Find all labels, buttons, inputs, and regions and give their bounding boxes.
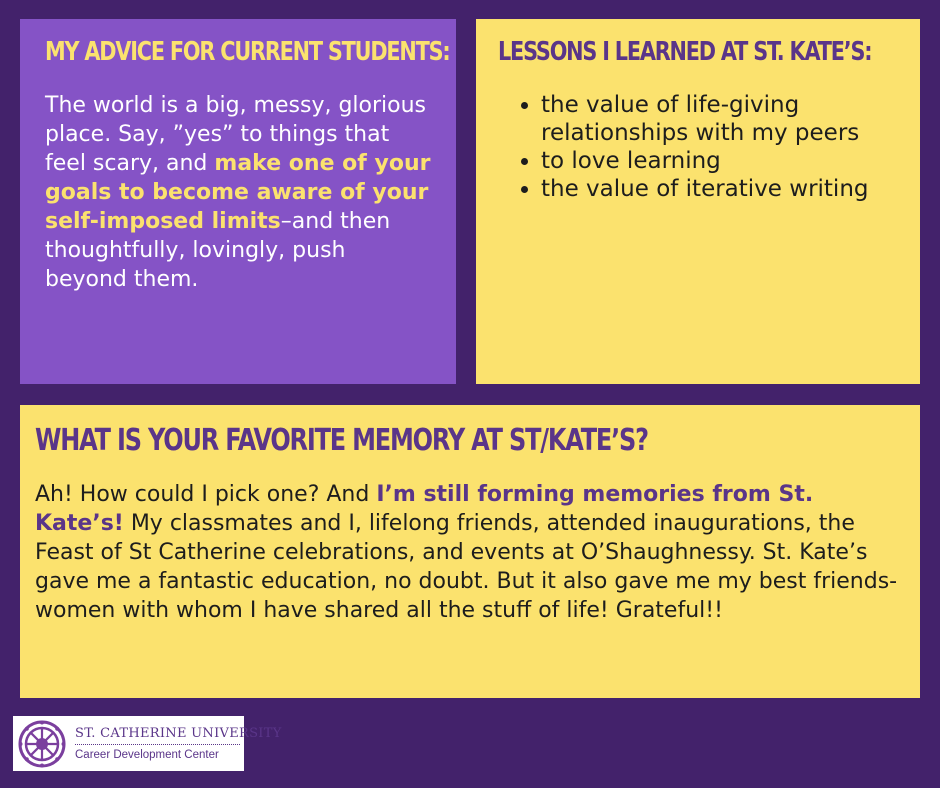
logo-name: ST. CATHERINE UNIVERSITY <box>75 726 282 741</box>
memory-panel <box>20 405 920 698</box>
lesson-item: • to love learning <box>541 147 900 175</box>
advice-text-part1: The world is a big, messy, glorious place. Say, ”yes” to things that feel scary, and <box>45 93 427 176</box>
lessons-list <box>498 91 900 203</box>
memory-text-part1: Ah! How could I pick one? And <box>35 482 377 507</box>
advice-text <box>45 91 434 294</box>
memory-text <box>35 480 900 625</box>
catherine-wheel-icon <box>17 719 67 769</box>
advice-text-part2: –and then thoughtfully, lovingly, push beyond them. <box>45 209 391 292</box>
memory-text-part2: My classmates and I, lifelong friends, attended inaugurations, the Feast of St Catherine celebrations, and events at O’Shaughnessy. St. Kate’s gave me a fantastic education, no doubt. But it also gave me my best friends-women with whom I have shared all the stuff of life! Grateful!! <box>35 511 898 623</box>
lesson-item: • the value of life-giving relationships with my peers <box>541 91 900 147</box>
advice-panel <box>20 19 456 384</box>
logo-text <box>75 726 282 761</box>
memory-text-highlight: I’m still forming memories from St. Kate’s! <box>35 482 814 536</box>
lessons-heading: LESSONS I LEARNED AT ST. KATE’S: <box>498 37 872 67</box>
memory-heading: WHAT IS YOUR FAVORITE MEMORY AT ST/KATE’S? <box>35 423 648 458</box>
lessons-panel <box>476 19 920 384</box>
advice-heading: MY ADVICE FOR CURRENT STUDENTS: <box>45 37 450 67</box>
university-logo <box>13 716 282 771</box>
logo-subtitle: Career Development Center <box>75 749 219 761</box>
lesson-item: • the value of iterative writing <box>541 175 900 203</box>
advice-text-highlight: make one of your goals to become aware of your self-imposed limits <box>45 151 431 234</box>
logo-divider <box>75 744 240 745</box>
